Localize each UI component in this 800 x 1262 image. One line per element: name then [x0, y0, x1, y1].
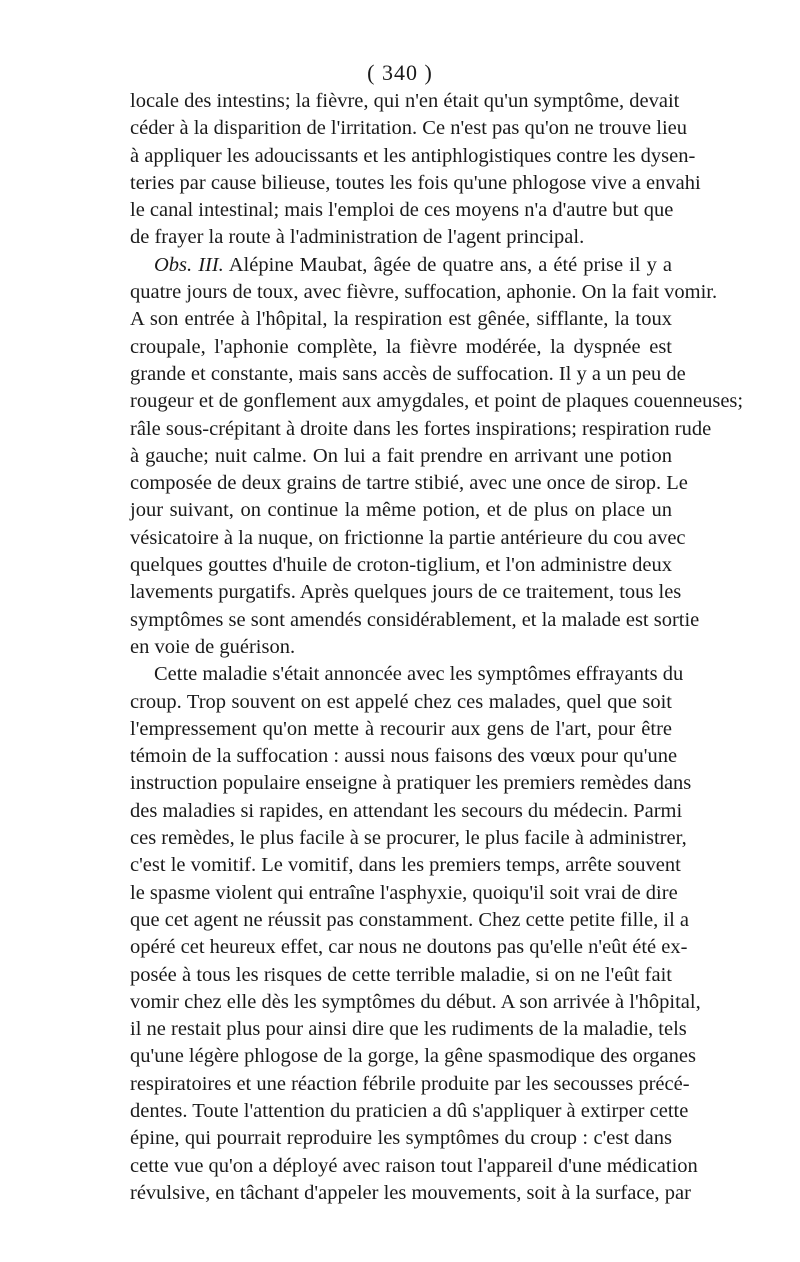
text-line: il ne restait plus pour ainsi dire que les rudiments de la maladie, tels [130, 1018, 687, 1041]
body-text [130, 88, 744, 1207]
text-line: grande et constante, mais sans accès de suffocation. Il y a un peu de [130, 362, 686, 385]
text-line: croupale, l'aphonie complète, la fièvre modérée, la dyspnée est [130, 335, 672, 358]
text-line: symptômes se sont amendés considérablement, et la malade est sortie [130, 608, 700, 631]
text-line: jour suivant, on continue la même potion, et de plus on place un [130, 499, 672, 522]
text-line: locale des intestins; la fièvre, qui n'en était qu'un symptôme, devait [130, 90, 680, 112]
text-line: qu'une légère phlogose de la gorge, la gêne spasmodique des organes [130, 1045, 696, 1068]
observation-label: Obs. III. [154, 253, 224, 276]
text-line: dentes. Toute l'attention du praticien a dû s'appliquer à extirper cette [130, 1099, 689, 1122]
text-line: des maladies si rapides, en attendant les secours du médecin. Parmi [130, 799, 683, 822]
text-line: râle sous-crépitant à droite dans les fortes inspirations; respiration rude [130, 417, 712, 440]
text-line: croup. Trop souvent on est appelé chez ces malades, quel que soit [130, 690, 672, 713]
text-line: à appliquer les adoucissants et les antiphlogistiques contre les dysen- [130, 144, 696, 167]
text-line: ces remèdes, le plus facile à se procurer, le plus facile à administrer, [130, 827, 687, 850]
text-line: vomir chez elle dès les symptômes du début. A son arrivée à l'hôpital, [130, 990, 701, 1013]
text-line: lavements purgatifs. Après quelques jours de ce traitement, tous les [130, 581, 682, 604]
text-line: opéré cet heureux effet, car nous ne doutons pas qu'elle n'eût été ex- [130, 936, 688, 959]
paragraph-continuation [130, 88, 701, 252]
paragraph-observation [130, 252, 744, 661]
text-line: l'empressement qu'on mette à recourir aux gens de l'art, pour être [130, 717, 672, 740]
text-line: respiratoires et une réaction fébrile produite par les secousses précé- [130, 1072, 690, 1095]
text-line: témoin de la suffocation : aussi nous faisons des vœux pour qu'une [130, 745, 678, 768]
text-line: le spasme violent qui entraîne l'asphyxie, quoiqu'il soit vrai de dire [130, 881, 678, 904]
text-line: quatre jours de toux, avec fièvre, suffocation, aphonie. On la fait vomir. [130, 281, 718, 304]
text-line: posée à tous les risques de cette terrible maladie, si on ne l'eût fait [130, 963, 672, 986]
text-line: épine, qui pourrait reproduire les symptômes du croup : c'est dans [130, 1127, 672, 1150]
text-line: révulsive, en tâchant d'appeler les mouvements, soit à la surface, par [130, 1181, 691, 1204]
page-number: ( 340 ) [367, 60, 433, 85]
text-line: instruction populaire enseigne à pratiquer les premiers remèdes dans [130, 772, 692, 795]
text-line: à gauche; nuit calme. On lui a fait prendre en arrivant une potion [130, 444, 672, 467]
text-line [130, 252, 672, 279]
text-line: rougeur et de gonflement aux amygdales, et point de plaques couenneuses; [130, 390, 744, 413]
text-line: A son entrée à l'hôpital, la respiration est gênée, sifflante, la toux [130, 308, 672, 331]
text-line: Cette maladie s'était annoncée avec les symptômes effrayants du [154, 663, 684, 686]
text-line: vésicatoire à la nuque, on frictionne la partie antérieure du cou avec [130, 526, 686, 549]
text-line: céder à la disparition de l'irritation. Ce n'est pas qu'on ne trouve lieu [130, 117, 688, 140]
text-line: que cet agent ne réussit pas constamment. Chez cette petite fille, il a [130, 908, 689, 931]
text-line: en voie de guérison. [130, 635, 296, 658]
text-line: le canal intestinal; mais l'emploi de ces moyens n'a d'autre but que [130, 199, 674, 222]
text-line-rest: Alépine Maubat, âgée de quatre ans, a été prise il y a [228, 253, 672, 276]
text-line: composée de deux grains de tartre stibié, avec une once de sirop. Le [130, 472, 688, 495]
text-line: cette vue qu'on a déployé avec raison tout l'appareil d'une médication [130, 1154, 698, 1177]
text-line: quelques gouttes d'huile de croton-tiglium, et l'on administre deux [130, 554, 672, 577]
text-line: de frayer la route à l'administration de l'agent principal. [130, 226, 585, 249]
text-line: c'est le vomitif. Le vomitif, dans les premiers temps, arrête souvent [130, 854, 681, 877]
paragraph-commentary [130, 661, 701, 1207]
text-line: teries par cause bilieuse, toutes les fois qu'une phlogose vive a envahi [130, 171, 701, 194]
